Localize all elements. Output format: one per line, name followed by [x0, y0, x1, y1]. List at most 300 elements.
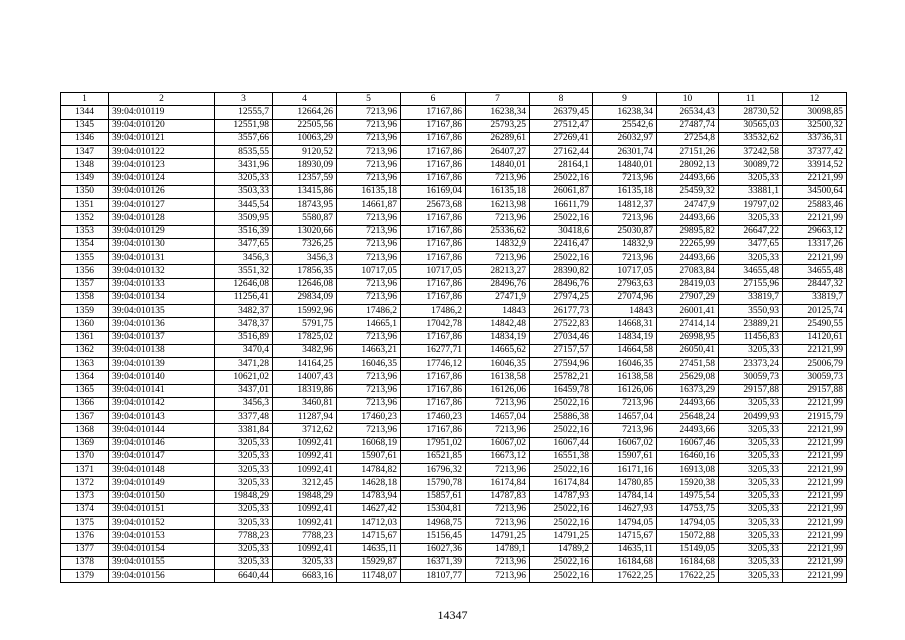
table-row [61, 199, 847, 212]
value-cell: 10717,05 [593, 265, 657, 278]
value-cell: 7213,96 [593, 252, 657, 265]
table-row [61, 278, 847, 291]
row-number-cell: 1350 [61, 185, 109, 198]
value-cell: 17167,86 [401, 212, 466, 225]
value-cell: 15907,61 [593, 450, 657, 463]
value-cell: 7213,96 [337, 291, 401, 304]
value-cell: 26534,43 [657, 106, 719, 119]
value-cell: 16460,16 [657, 450, 719, 463]
value-cell: 16184,68 [657, 556, 719, 569]
value-cell: 23373,24 [719, 358, 783, 371]
value-cell: 23889,21 [719, 318, 783, 331]
column-header: 2 [109, 93, 215, 106]
value-cell: 27157,57 [530, 344, 593, 357]
value-cell: 16135,18 [466, 185, 530, 198]
value-cell: 3477,65 [215, 238, 273, 251]
value-cell: 14164,25 [273, 358, 337, 371]
row-number-cell: 1375 [61, 517, 109, 530]
value-cell: 25022,16 [530, 172, 593, 185]
value-cell: 17167,86 [401, 331, 466, 344]
table-row [61, 159, 847, 172]
table-row [61, 344, 847, 357]
column-header: 1 [61, 93, 109, 106]
value-cell: 12555,7 [215, 106, 273, 119]
value-cell: 3205,33 [719, 212, 783, 225]
value-cell: 15072,88 [657, 530, 719, 543]
value-cell: 12357,59 [273, 172, 337, 185]
value-cell: 14787,93 [530, 490, 593, 503]
value-cell: 3205,33 [719, 477, 783, 490]
value-cell: 7213,96 [466, 212, 530, 225]
row-number-cell: 1347 [61, 146, 109, 159]
column-header: 6 [401, 93, 466, 106]
column-number-row [61, 93, 847, 106]
row-number-cell: 1373 [61, 490, 109, 503]
value-cell: 15149,05 [657, 543, 719, 556]
row-number-cell: 1360 [61, 318, 109, 331]
value-cell: 7213,96 [466, 556, 530, 569]
page-number: 14347 [437, 608, 468, 622]
value-cell: 14840,01 [593, 159, 657, 172]
cadastral-number-cell: 39:04:010151 [109, 503, 215, 516]
value-cell: 22121,99 [783, 570, 847, 583]
value-cell: 3551,32 [215, 265, 273, 278]
value-cell: 3381,84 [215, 424, 273, 437]
table-row [61, 384, 847, 397]
value-cell: 7213,96 [337, 331, 401, 344]
cadastral-number-cell: 39:04:010147 [109, 450, 215, 463]
value-cell: 15790,78 [401, 477, 466, 490]
value-cell: 3205,33 [719, 543, 783, 556]
value-cell: 13415,86 [273, 185, 337, 198]
value-cell: 7213,96 [337, 278, 401, 291]
row-number-cell: 1345 [61, 119, 109, 132]
value-cell: 28092,13 [657, 159, 719, 172]
value-cell: 3470,4 [215, 344, 273, 357]
value-cell: 7788,23 [215, 530, 273, 543]
value-cell: 25022,16 [530, 464, 593, 477]
value-cell: 16551,38 [530, 450, 593, 463]
value-cell: 26647,22 [719, 225, 783, 238]
value-cell: 22121,99 [783, 212, 847, 225]
value-cell: 3205,33 [719, 490, 783, 503]
value-cell: 16067,02 [593, 437, 657, 450]
value-cell: 25022,16 [530, 212, 593, 225]
value-cell: 7213,96 [466, 424, 530, 437]
value-cell: 17167,86 [401, 238, 466, 251]
value-cell: 14784,82 [337, 464, 401, 477]
value-cell: 16067,02 [466, 437, 530, 450]
table-row [61, 331, 847, 344]
value-cell: 28496,76 [530, 278, 593, 291]
table-row [61, 212, 847, 225]
row-number-cell: 1346 [61, 132, 109, 145]
value-cell: 17167,86 [401, 225, 466, 238]
value-cell: 3437,01 [215, 384, 273, 397]
value-cell: 3471,28 [215, 358, 273, 371]
cadastral-number-cell: 39:04:010130 [109, 238, 215, 251]
value-cell: 25022,16 [530, 556, 593, 569]
value-cell: 26061,87 [530, 185, 593, 198]
table-row [61, 464, 847, 477]
value-cell: 16238,34 [466, 106, 530, 119]
value-cell: 22121,99 [783, 464, 847, 477]
value-cell: 5580,87 [273, 212, 337, 225]
row-number-cell: 1354 [61, 238, 109, 251]
value-cell: 28496,76 [466, 278, 530, 291]
cadastral-number-cell: 39:04:010122 [109, 146, 215, 159]
value-cell: 7213,96 [337, 238, 401, 251]
value-cell: 26407,27 [466, 146, 530, 159]
row-number-cell: 1361 [61, 331, 109, 344]
value-cell: 14787,83 [466, 490, 530, 503]
value-cell: 14842,48 [466, 318, 530, 331]
value-cell: 7213,96 [337, 172, 401, 185]
cadastral-number-cell: 39:04:010152 [109, 517, 215, 530]
value-cell: 14791,25 [530, 530, 593, 543]
cadastral-number-cell: 39:04:010127 [109, 199, 215, 212]
cadastral-number-cell: 39:04:010135 [109, 305, 215, 318]
table-row [61, 490, 847, 503]
value-cell: 14668,31 [593, 318, 657, 331]
value-cell: 14661,87 [337, 199, 401, 212]
value-cell: 26032,97 [593, 132, 657, 145]
value-cell: 28730,52 [719, 106, 783, 119]
value-cell: 27269,41 [530, 132, 593, 145]
table-row [61, 265, 847, 278]
value-cell: 22121,99 [783, 424, 847, 437]
row-number-cell: 1344 [61, 106, 109, 119]
row-number-cell: 1355 [61, 252, 109, 265]
value-cell: 25886,38 [530, 411, 593, 424]
value-cell: 10621,02 [215, 371, 273, 384]
value-cell: 12551,98 [215, 119, 273, 132]
row-number-cell: 1372 [61, 477, 109, 490]
value-cell: 14791,25 [466, 530, 530, 543]
value-cell: 26301,74 [593, 146, 657, 159]
table-row [61, 358, 847, 371]
value-cell: 7213,96 [337, 371, 401, 384]
value-cell: 7213,96 [466, 252, 530, 265]
cadastral-number-cell: 39:04:010155 [109, 556, 215, 569]
value-cell: 17622,25 [657, 570, 719, 583]
cadastral-number-cell: 39:04:010128 [109, 212, 215, 225]
value-cell: 6640,44 [215, 570, 273, 583]
value-cell: 16521,85 [401, 450, 466, 463]
row-number-cell: 1363 [61, 358, 109, 371]
value-cell: 14832,9 [593, 238, 657, 251]
value-cell: 22121,99 [783, 530, 847, 543]
row-number-cell: 1369 [61, 437, 109, 450]
value-cell: 14834,19 [466, 331, 530, 344]
value-cell: 27522,83 [530, 318, 593, 331]
value-cell: 29663,12 [783, 225, 847, 238]
value-cell: 7213,96 [337, 119, 401, 132]
cadastral-number-cell: 39:04:010129 [109, 225, 215, 238]
value-cell: 3205,33 [215, 503, 273, 516]
value-cell: 12646,08 [215, 278, 273, 291]
value-cell: 15156,45 [401, 530, 466, 543]
table-row [61, 119, 847, 132]
table-row [61, 305, 847, 318]
value-cell: 22121,99 [783, 450, 847, 463]
value-cell: 7213,96 [466, 397, 530, 410]
value-cell: 3205,33 [719, 464, 783, 477]
value-cell: 17042,78 [401, 318, 466, 331]
value-cell: 14715,67 [337, 530, 401, 543]
value-cell: 22265,99 [657, 238, 719, 251]
value-cell: 14628,18 [337, 477, 401, 490]
value-cell: 7788,23 [273, 530, 337, 543]
value-cell: 3205,33 [719, 172, 783, 185]
value-cell: 29157,88 [719, 384, 783, 397]
value-cell: 28164,1 [530, 159, 593, 172]
value-cell: 34655,48 [783, 265, 847, 278]
value-cell: 33819,7 [719, 291, 783, 304]
value-cell: 3205,33 [719, 517, 783, 530]
value-cell: 17460,23 [401, 411, 466, 424]
value-cell: 27162,44 [530, 146, 593, 159]
cadastral-value-table [60, 92, 847, 583]
value-cell: 16046,35 [593, 358, 657, 371]
value-cell: 9120,52 [273, 146, 337, 159]
value-cell: 27974,25 [530, 291, 593, 304]
value-cell: 7213,96 [337, 424, 401, 437]
value-cell: 3205,33 [215, 556, 273, 569]
value-cell: 10063,29 [273, 132, 337, 145]
table-row [61, 371, 847, 384]
value-cell: 17167,86 [401, 132, 466, 145]
value-cell: 21915,79 [783, 411, 847, 424]
value-cell: 24493,66 [657, 397, 719, 410]
value-cell: 16138,58 [593, 371, 657, 384]
value-cell: 7213,96 [593, 424, 657, 437]
row-number-cell: 1379 [61, 570, 109, 583]
value-cell: 3712,62 [273, 424, 337, 437]
table-row [61, 318, 847, 331]
value-cell: 3377,48 [215, 411, 273, 424]
value-cell: 17167,86 [401, 146, 466, 159]
table-row [61, 291, 847, 304]
value-cell: 3460,81 [273, 397, 337, 410]
value-cell: 33532,62 [719, 132, 783, 145]
value-cell: 14627,93 [593, 503, 657, 516]
value-cell: 6683,16 [273, 570, 337, 583]
value-cell: 16238,34 [593, 106, 657, 119]
value-cell: 24493,66 [657, 252, 719, 265]
value-cell: 27074,96 [593, 291, 657, 304]
value-cell: 27487,74 [657, 119, 719, 132]
value-cell: 16067,44 [530, 437, 593, 450]
table-row [61, 543, 847, 556]
value-cell: 26379,45 [530, 106, 593, 119]
value-cell: 25030,87 [593, 225, 657, 238]
row-number-cell: 1378 [61, 556, 109, 569]
column-header: 12 [783, 93, 847, 106]
value-cell: 16126,06 [593, 384, 657, 397]
value-cell: 3456,3 [273, 252, 337, 265]
value-cell: 17167,86 [401, 106, 466, 119]
value-cell: 34655,48 [719, 265, 783, 278]
value-cell: 3431,96 [215, 159, 273, 172]
value-cell: 15304,81 [401, 503, 466, 516]
row-number-cell: 1356 [61, 265, 109, 278]
value-cell: 22121,99 [783, 252, 847, 265]
value-cell: 20125,74 [783, 305, 847, 318]
value-cell: 14794,05 [593, 517, 657, 530]
value-cell: 27451,58 [657, 358, 719, 371]
row-number-cell: 1352 [61, 212, 109, 225]
value-cell: 7213,96 [466, 503, 530, 516]
value-cell: 22121,99 [783, 490, 847, 503]
value-cell: 25336,62 [466, 225, 530, 238]
value-cell: 3477,65 [719, 238, 783, 251]
value-cell: 16169,04 [401, 185, 466, 198]
value-cell: 14789,1 [466, 543, 530, 556]
value-cell: 7213,96 [593, 397, 657, 410]
value-cell: 22121,99 [783, 543, 847, 556]
table-row [61, 106, 847, 119]
cadastral-number-cell: 39:04:010144 [109, 424, 215, 437]
column-header: 9 [593, 93, 657, 106]
table-row [61, 450, 847, 463]
value-cell: 27907,29 [657, 291, 719, 304]
row-number-cell: 1377 [61, 543, 109, 556]
value-cell: 14783,94 [337, 490, 401, 503]
cadastral-number-cell: 39:04:010149 [109, 477, 215, 490]
value-cell: 16459,78 [530, 384, 593, 397]
value-cell: 5791,75 [273, 318, 337, 331]
value-cell: 3205,33 [719, 437, 783, 450]
value-cell: 17167,86 [401, 397, 466, 410]
table-row [61, 424, 847, 437]
value-cell: 28390,82 [530, 265, 593, 278]
value-cell: 16184,68 [593, 556, 657, 569]
row-number-cell: 1349 [61, 172, 109, 185]
value-cell: 3205,33 [719, 252, 783, 265]
value-cell: 22505,56 [273, 119, 337, 132]
value-cell: 25022,16 [530, 570, 593, 583]
value-cell: 18107,77 [401, 570, 466, 583]
value-cell: 7213,96 [337, 397, 401, 410]
row-number-cell: 1370 [61, 450, 109, 463]
value-cell: 14975,54 [657, 490, 719, 503]
row-number-cell: 1366 [61, 397, 109, 410]
row-number-cell: 1368 [61, 424, 109, 437]
column-header: 5 [337, 93, 401, 106]
value-cell: 18319,86 [273, 384, 337, 397]
cadastral-number-cell: 39:04:010154 [109, 543, 215, 556]
row-number-cell: 1376 [61, 530, 109, 543]
value-cell: 3482,37 [215, 305, 273, 318]
value-cell: 10992,41 [273, 437, 337, 450]
value-cell: 18930,09 [273, 159, 337, 172]
value-cell: 3205,33 [719, 397, 783, 410]
table-row [61, 517, 847, 530]
value-cell: 26050,41 [657, 344, 719, 357]
value-cell: 7213,96 [593, 212, 657, 225]
value-cell: 15992,96 [273, 305, 337, 318]
value-cell: 19848,29 [273, 490, 337, 503]
row-number-cell: 1362 [61, 344, 109, 357]
value-cell: 33819,7 [783, 291, 847, 304]
value-cell: 7213,96 [337, 225, 401, 238]
value-cell: 27512,47 [530, 119, 593, 132]
value-cell: 14843 [466, 305, 530, 318]
value-cell: 13020,66 [273, 225, 337, 238]
value-cell: 25648,24 [657, 411, 719, 424]
value-cell: 24493,66 [657, 172, 719, 185]
cadastral-number-cell: 39:04:010138 [109, 344, 215, 357]
value-cell: 29157,88 [783, 384, 847, 397]
value-cell: 3509,95 [215, 212, 273, 225]
value-cell: 26998,95 [657, 331, 719, 344]
value-cell: 17167,86 [401, 291, 466, 304]
row-number-cell: 1351 [61, 199, 109, 212]
value-cell: 3205,33 [719, 570, 783, 583]
value-cell: 25629,08 [657, 371, 719, 384]
value-cell: 26001,41 [657, 305, 719, 318]
value-cell: 14840,01 [466, 159, 530, 172]
row-number-cell: 1357 [61, 278, 109, 291]
value-cell: 3503,33 [215, 185, 273, 198]
table-row [61, 411, 847, 424]
value-cell: 3456,3 [215, 397, 273, 410]
value-cell: 16277,71 [401, 344, 466, 357]
value-cell: 25022,16 [530, 517, 593, 530]
value-cell: 25793,25 [466, 119, 530, 132]
value-cell: 3445,54 [215, 199, 273, 212]
value-cell: 16174,84 [530, 477, 593, 490]
value-cell: 14635,11 [337, 543, 401, 556]
value-cell: 17486,2 [401, 305, 466, 318]
value-cell: 3516,39 [215, 225, 273, 238]
value-cell: 10717,05 [401, 265, 466, 278]
value-cell: 3212,45 [273, 477, 337, 490]
cadastral-number-cell: 39:04:010139 [109, 358, 215, 371]
value-cell: 17167,86 [401, 384, 466, 397]
value-cell: 7213,96 [337, 252, 401, 265]
value-cell: 8535,55 [215, 146, 273, 159]
cadastral-number-cell: 39:04:010131 [109, 252, 215, 265]
value-cell: 7326,25 [273, 238, 337, 251]
value-cell: 14657,04 [593, 411, 657, 424]
value-cell: 17167,86 [401, 159, 466, 172]
row-number-cell: 1364 [61, 371, 109, 384]
value-cell: 17622,25 [593, 570, 657, 583]
value-cell: 27963,63 [593, 278, 657, 291]
cadastral-number-cell: 39:04:010153 [109, 530, 215, 543]
cadastral-number-cell: 39:04:010136 [109, 318, 215, 331]
value-cell: 16046,35 [466, 358, 530, 371]
column-header: 8 [530, 93, 593, 106]
value-cell: 7213,96 [337, 146, 401, 159]
value-cell: 3205,33 [719, 556, 783, 569]
table-row [61, 503, 847, 516]
value-cell: 16174,84 [466, 477, 530, 490]
value-cell: 17460,23 [337, 411, 401, 424]
value-cell: 25490,55 [783, 318, 847, 331]
value-cell: 16796,32 [401, 464, 466, 477]
value-cell: 3205,33 [215, 477, 273, 490]
value-cell: 27414,14 [657, 318, 719, 331]
table-row [61, 225, 847, 238]
value-cell: 32500,32 [783, 119, 847, 132]
value-cell: 14832,9 [466, 238, 530, 251]
value-cell: 30418,6 [530, 225, 593, 238]
value-cell: 25542,6 [593, 119, 657, 132]
value-cell: 17167,86 [401, 278, 466, 291]
